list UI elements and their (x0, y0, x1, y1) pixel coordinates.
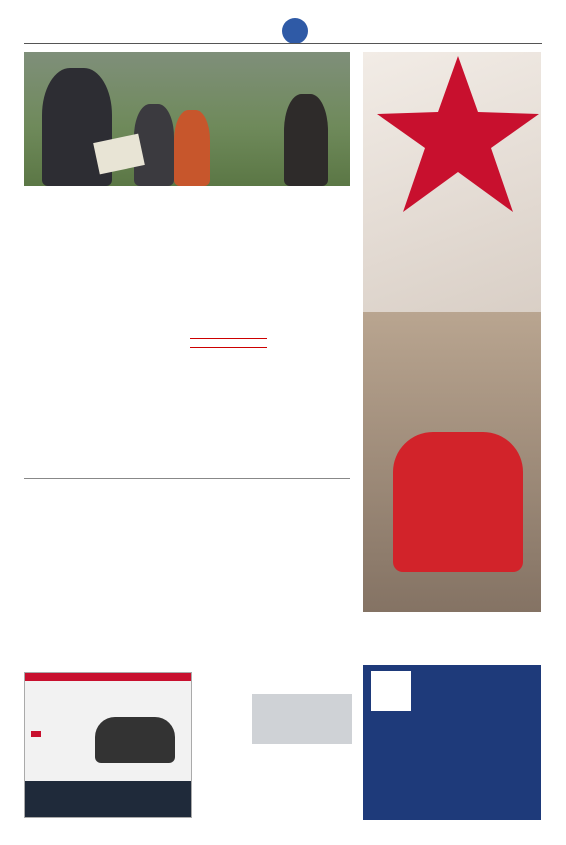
couple-figure (393, 432, 523, 572)
mower-title (25, 673, 191, 681)
pull-quote (190, 338, 267, 348)
person-4 (284, 94, 328, 186)
star-shape (363, 52, 541, 312)
article-photo (24, 52, 350, 186)
article1-col1 (24, 332, 101, 354)
article1-col2 (107, 332, 184, 354)
section-divider (24, 478, 350, 479)
article1-columns (24, 332, 350, 354)
freizeit-ad (200, 672, 352, 818)
publication-logo (282, 18, 308, 44)
person-3 (174, 110, 210, 186)
kitchen-ad (363, 52, 541, 665)
mower-dealers (25, 781, 192, 817)
kitchen-brand-footer (363, 665, 541, 820)
mower-ad (24, 672, 192, 818)
header-rule (24, 43, 542, 44)
mower-robot (95, 717, 175, 763)
freizeit-photo (252, 694, 352, 744)
ad-info-bar (363, 612, 541, 665)
article1-col3-wrap (190, 332, 267, 354)
article1-col4 (273, 332, 350, 354)
page-header (24, 22, 542, 42)
mower-price (31, 731, 41, 737)
qr-code-icon[interactable] (371, 671, 411, 711)
